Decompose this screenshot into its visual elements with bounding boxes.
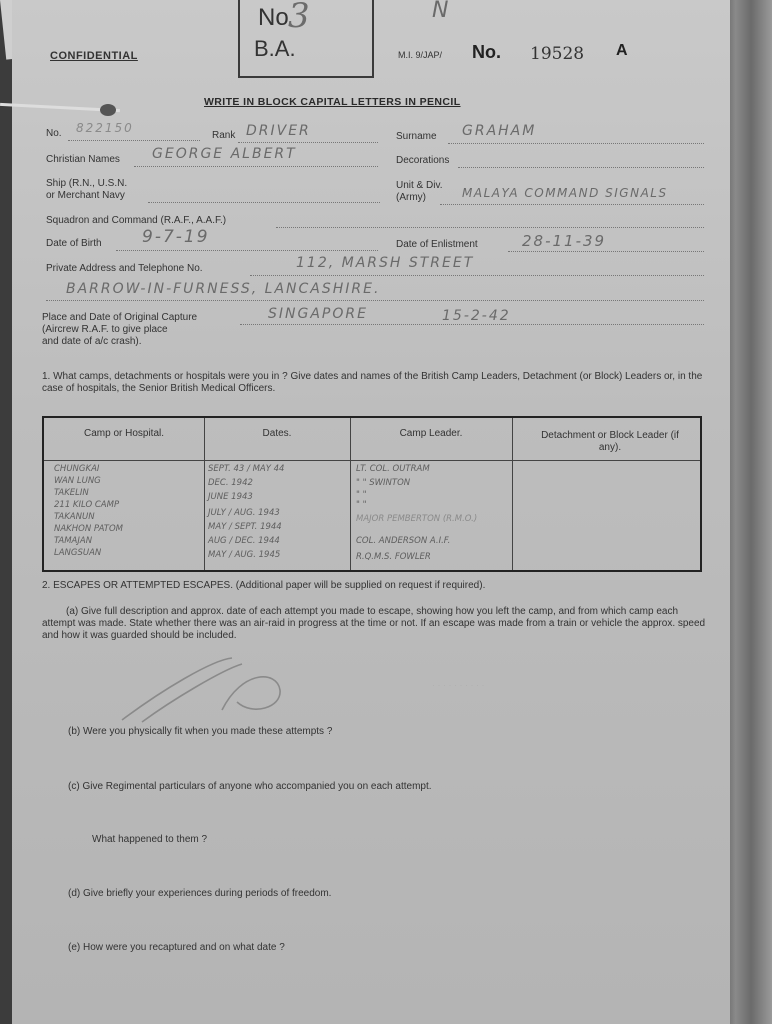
bleed-through-text: · · · · · · · · · · [432,680,485,690]
camp-cell: TAKANUN [54,512,95,522]
unit-label-line1: Unit & Div. [396,180,443,191]
enlistment-label: Date of Enlistment [396,239,478,250]
serial-number: 19528 [530,44,585,64]
leader-cell: COL. ANDERSON A.I.F. [356,536,451,546]
capture-label-line1: Place and Date of Original Capture [42,312,198,323]
leader-cell: " " SWINTON [356,478,411,488]
stamp-ba: B.A. [254,36,296,61]
leader-cell: LT. COL. OUTRAM [356,464,430,474]
stamp-no: No [258,4,289,31]
signature-scribble [102,650,292,730]
camp-cell: 211 KILO CAMP [54,500,120,510]
form-page [12,0,730,1024]
christian-names-label: Christian Names [46,154,120,165]
question-2c: (c) Give Regimental particulars of anyone who accompanied you on each attempt. [68,781,432,792]
corner-mark: N [432,0,451,23]
question-2e: (e) How were you recaptured and on what date ? [68,942,285,953]
date-cell: JULY / AUG. 1943 [208,508,280,518]
date-cell: AUG / DEC. 1944 [208,536,280,546]
camp-cell: CHUNGKAI [54,464,100,474]
date-cell: SEPT. 43 / MAY 44 [208,464,285,474]
question-2a: (a) Give full description and approx. date of each attempt you made to escape, showing how you left the camp, and from which camp each attempt was made. State whether there was an air-raid in progress at the time or not. If an escape was made from a train or vehicle the approx. speed and how it was guarded should be included. [42,606,706,641]
surname-label: Surname [396,131,437,142]
question-2b: (b) Were you physically fit when you made these attempts ? [68,726,333,737]
camp-cell: NAKHON PATOM [54,524,124,534]
dob-label: Date of Birth [46,238,102,249]
leader-cell: " " [356,490,367,500]
date-cell: JUNE 1943 [208,492,253,502]
ship-label-line1: Ship (R.N., U.S.N. [46,178,128,189]
squadron-label: Squadron and Command (R.A.F., A.A.F.) [46,215,227,226]
ship-label-line2: or Merchant Navy [46,190,125,201]
leader-cell: " " [356,500,367,510]
unit-label-line2: (Army) [396,192,426,203]
question-1-text: 1. What camps, detachments or hospitals were you in ? Give dates and names of the British Camp Leaders, Detachment (or Block) Leaders or, in the case of hospitals, the Senior British Medical Officers. [42,371,703,394]
question-2c-followup: What happened to them ? [92,834,208,845]
rank-value: DRIVER [246,123,311,139]
dob-value: 9-7-19 [142,227,210,247]
stamp-box [238,0,374,78]
rank-label: Rank [212,130,236,141]
address-label: Private Address and Telephone No. [46,263,203,274]
capture-label-line3: and date of a/c crash). [42,336,142,347]
camp-cell: LANGSUAN [54,548,102,558]
camps-table [42,416,702,572]
capture-label-line2: (Aircrew R.A.F. to give place [42,324,168,335]
leader-cell: MAJOR PEMBERTON (R.M.O.) [356,514,478,524]
header-detachment: Detachment or Block Leader (if any). [541,430,679,453]
date-cell: MAY / AUG. 1945 [208,550,281,560]
header-camp: Camp or Hospital. [83,428,165,439]
camp-cell: WAN LUNG [54,476,101,486]
header-leader: Camp Leader. [399,428,463,439]
classification-label: CONFIDENTIAL [50,50,138,62]
unit-value: MALAYA COMMAND SIGNALS [462,186,668,200]
date-cell: MAY / SEPT. 1944 [208,522,282,532]
date-cell: DEC. 1942 [208,478,253,488]
stamp-number: 3 [288,0,310,36]
no-label: No. [46,128,62,139]
address-line1: 112, MARSH STREET [296,255,475,271]
capture-place: SINGAPORE [268,306,368,322]
surname-value: GRAHAM [462,123,537,139]
enlistment-value: 28-11-39 [522,232,607,250]
leader-cell: R.Q.M.S. FOWLER [356,552,431,562]
question-2-heading: 2. ESCAPES OR ATTEMPTED ESCAPES. (Additional paper will be supplied on request if required). [42,580,486,591]
form-reference: M.I. 9/JAP/ [398,50,443,60]
service-number: 822150 [76,121,134,135]
christian-names-value: GEORGE ALBERT [152,146,297,162]
instruction-heading: WRITE IN BLOCK CAPITAL LETTERS IN PENCIL [204,96,461,108]
decorations-label: Decorations [396,155,450,166]
punch-hole [100,104,116,116]
question-2d: (d) Give briefly your experiences during periods of freedom. [68,888,332,899]
series-letter: A [616,42,628,59]
capture-date: 15-2-42 [442,308,511,324]
camp-cell: TAMAJAN [54,536,93,546]
camp-cell: TAKELIN [54,488,89,498]
number-label: No. [472,42,501,62]
header-dates: Dates. [262,428,292,439]
address-line2: BARROW-IN-FURNESS, LANCASHIRE. [66,281,381,297]
